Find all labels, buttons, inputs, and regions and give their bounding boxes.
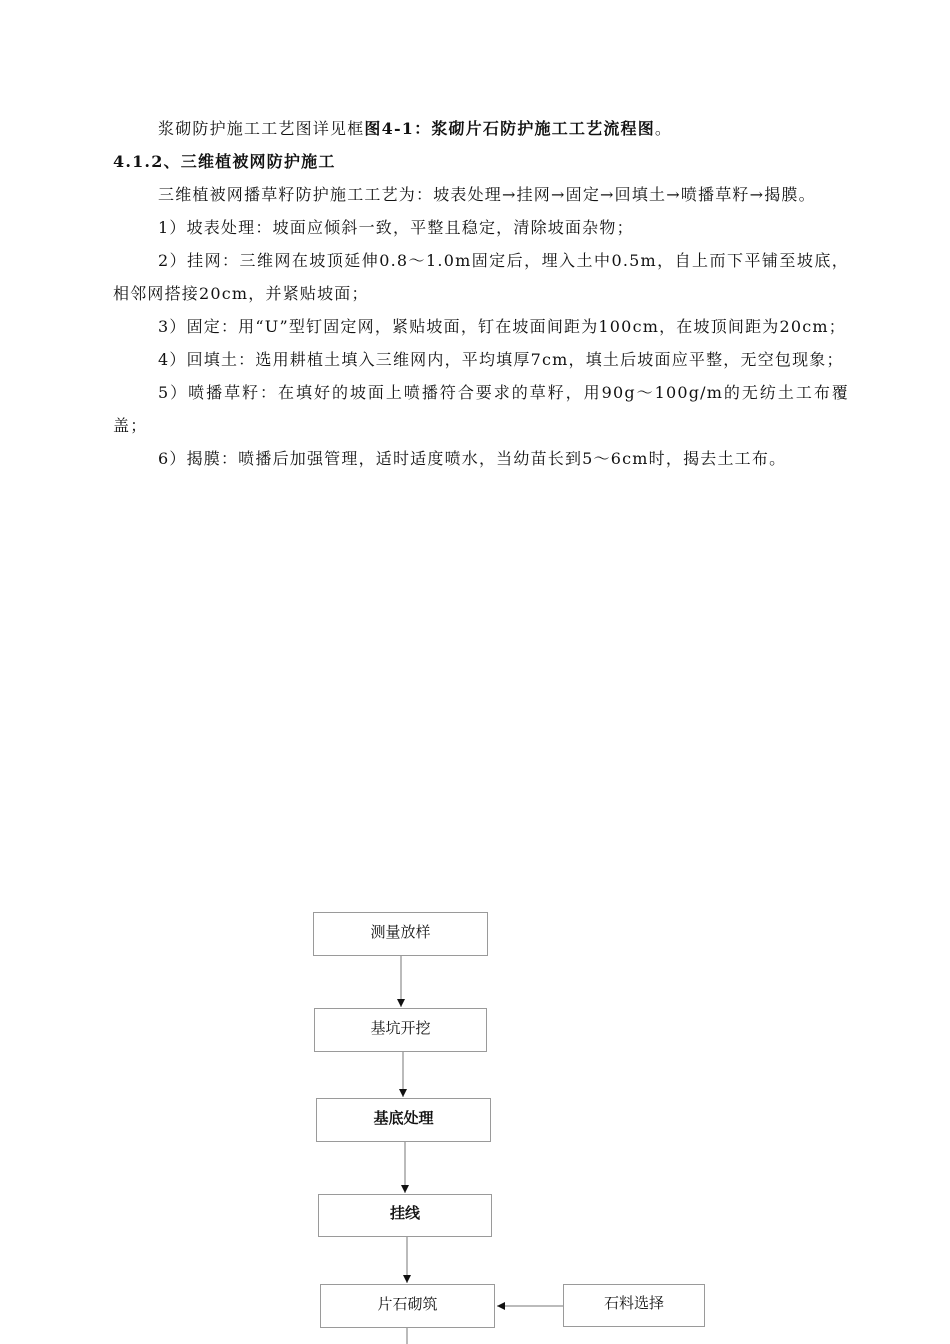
- step-1: 1）坡表处理：坡面应倾斜一致，平整且稳定，清除坡面杂物；: [158, 218, 634, 237]
- node-survey: 测量放样: [313, 912, 488, 956]
- figure-reference: 图4-1：浆砌片石防护施工工艺流程图: [364, 119, 655, 138]
- node-excavate: 基坑开挖: [314, 1008, 487, 1052]
- step-5: 5）喷播草籽：在填好的坡面上喷播符合要求的草籽，用90g～100g/m的无纺土工布覆盖；: [113, 383, 849, 435]
- step-3: 3）固定：用“U”型钉固定网，紧贴坡面，钉在坡面间距为100cm，在坡顶间距为20cm；: [158, 317, 846, 336]
- step-4: 4）回填土：选用耕植土填入三维网内，平均填厚7cm，填土后坡面应平整，无空包现象；: [158, 350, 844, 369]
- section-heading: 4.1.2、三维植被网防护施工: [113, 152, 336, 171]
- node-masonry: 片石砌筑: [320, 1284, 495, 1328]
- node-line: 挂线: [318, 1194, 492, 1237]
- node-base-treatment: 基底处理: [316, 1098, 491, 1142]
- node-stone-selection: 石料选择: [563, 1284, 705, 1327]
- step-6: 6）揭膜：喷播后加强管理，适时适度喷水，当幼苗长到5～6cm时，揭去土工布。: [158, 449, 787, 468]
- intro-suffix: 。: [654, 119, 673, 138]
- intro-prefix: 浆砌防护施工工艺图详见框: [158, 119, 365, 138]
- step-2: 2）挂网：三维网在坡顶延伸0.8～1.0m固定后，埋入土中0.5m，自上而下平铺至坡底，相邻网搭接20cm，并紧贴坡面；: [113, 251, 849, 303]
- process-lead: 三维植被网播草籽防护施工工艺为：坡表处理→挂网→固定→回填土→喷播草籽→揭膜。: [158, 185, 816, 204]
